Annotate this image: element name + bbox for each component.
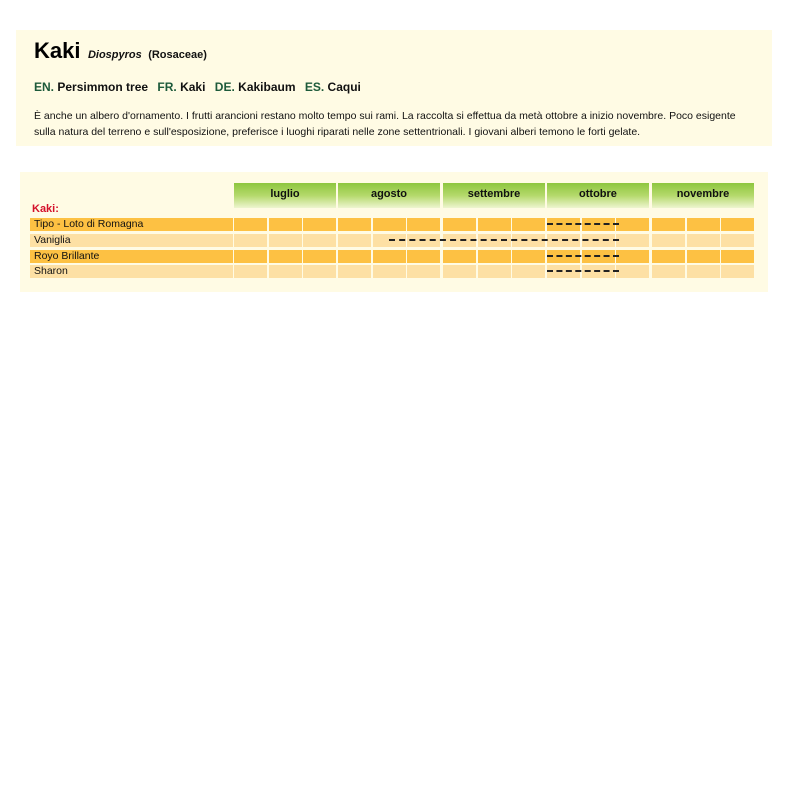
calendar-cell [303, 218, 336, 231]
calendar-cell [616, 218, 649, 231]
month-header-2: settembre [443, 183, 545, 208]
lang-code-en: EN. [34, 80, 55, 94]
calendar-cell [616, 234, 649, 247]
variety-row [30, 218, 755, 231]
calendar-cell [407, 218, 440, 231]
lang-name-es: Caqui [327, 80, 361, 94]
lang-code-es: ES. [304, 80, 325, 94]
calendar-cell [687, 234, 720, 247]
calendar-cell [234, 265, 267, 278]
calendar-cell [443, 218, 476, 231]
variety-name: Royo Brillante [30, 250, 233, 263]
calendar-cell [373, 265, 406, 278]
calendar-cell [303, 234, 336, 247]
calendar-cell [303, 265, 336, 278]
family-name: (Rosaceae) [148, 49, 207, 61]
calendar-cell [478, 265, 511, 278]
calendar-cell [338, 265, 371, 278]
calendar-cell [443, 265, 476, 278]
month-header-4: novembre [652, 183, 754, 208]
calendar-cell [443, 250, 476, 263]
calendar-cell [512, 250, 545, 263]
variety-name: Sharon [30, 265, 233, 278]
calendar-cell [234, 234, 267, 247]
species-label: Kaki: [32, 203, 59, 215]
calendar-cell [616, 250, 649, 263]
calendar-cell [616, 265, 649, 278]
calendar-cell [269, 265, 302, 278]
harvest-period-marker [547, 223, 619, 225]
calendar-cell [652, 234, 685, 247]
calendar-cell [234, 250, 267, 263]
description: È anche un albero d'ornamento. I frutti arancioni restano molto tempo sui rami. La raccolta si effettua da metà ottobre a inizio novembre. Poco esigente sulla natura del terreno e sull'esposizione, preferisce i luoghi riparati nelle zone settentrionali. I giovani alberi temono le forti gelate. [34, 110, 736, 138]
month-header-1: agosto [338, 183, 440, 208]
calendar-cell [478, 250, 511, 263]
calendar-cell [338, 234, 371, 247]
calendar-cell [338, 218, 371, 231]
calendar-cell [721, 234, 754, 247]
calendar-cell [269, 234, 302, 247]
calendar-cell [652, 265, 685, 278]
calendar-cell [687, 250, 720, 263]
month-header-3: ottobre [547, 183, 649, 208]
page-title: Kaki [34, 38, 81, 63]
harvest-calendar [20, 172, 768, 292]
calendar-cell [269, 250, 302, 263]
calendar-cell [687, 265, 720, 278]
harvest-period-marker [547, 255, 619, 257]
lang-name-de: Kakibaum [238, 80, 296, 94]
calendar-cell [373, 218, 406, 231]
lang-name-en: Persimmon tree [57, 80, 149, 94]
calendar-cell [303, 250, 336, 263]
calendar-cell [652, 250, 685, 263]
calendar-cell [512, 218, 545, 231]
calendar-cell [512, 265, 545, 278]
calendar-cell [234, 218, 267, 231]
calendar-cell [478, 218, 511, 231]
variety-row [30, 234, 755, 247]
calendar-cell [721, 250, 754, 263]
variety-row [30, 250, 755, 263]
calendar-cell [652, 218, 685, 231]
latin-name: Diospyros [87, 49, 142, 61]
calendar-cell [721, 218, 754, 231]
calendar-cell [721, 265, 754, 278]
lang-name-fr: Kaki [180, 80, 206, 94]
calendar-cell [373, 250, 406, 263]
translations [34, 80, 754, 94]
title-line [34, 38, 754, 68]
variety-row [30, 265, 755, 278]
calendar-cell [407, 265, 440, 278]
lang-code-fr: FR. [157, 80, 177, 94]
lang-code-de: DE. [214, 80, 235, 94]
calendar-cell [269, 218, 302, 231]
month-header-0: luglio [234, 183, 336, 208]
calendar-cell [338, 250, 371, 263]
species-info-panel [16, 30, 772, 146]
harvest-period-marker [389, 239, 619, 241]
variety-name: Tipo - Loto di Romagna [30, 218, 233, 231]
variety-name: Vaniglia [30, 234, 233, 247]
calendar-cell [687, 218, 720, 231]
harvest-period-marker [547, 270, 619, 272]
calendar-cell [407, 250, 440, 263]
